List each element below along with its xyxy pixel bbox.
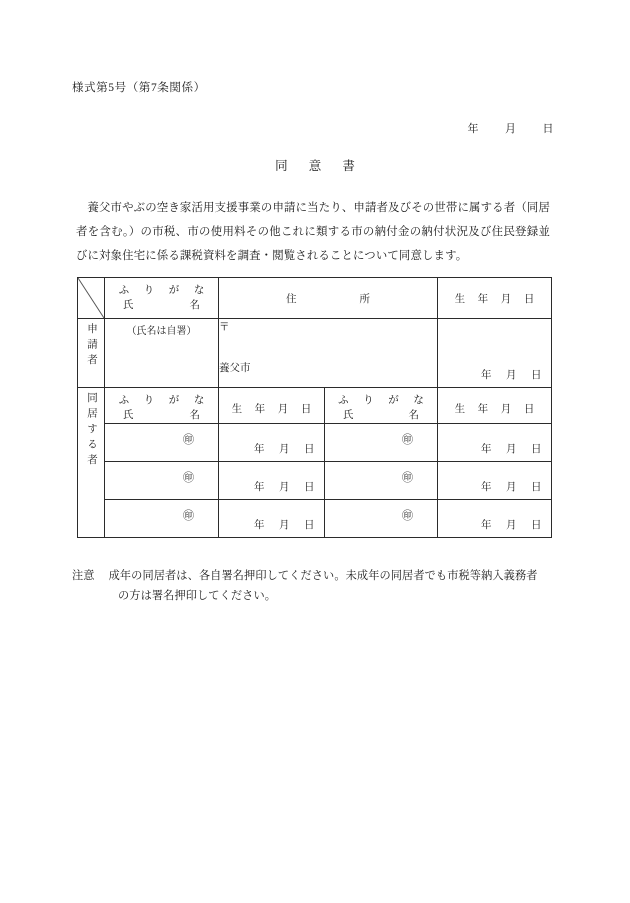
cohabitant-ymd-year: 年 xyxy=(254,482,265,493)
cohabitant-side-label: 同居する者 xyxy=(86,392,97,470)
header-name-cell xyxy=(105,278,219,319)
header-date-year: 年 xyxy=(467,123,479,135)
applicant-side-label-cell xyxy=(78,319,105,388)
cohabitant-furigana-label-1: ふ り が な xyxy=(118,395,211,406)
seal-icon: ㊞ xyxy=(183,472,194,484)
cohabitant-birthdate-ymd xyxy=(481,441,542,456)
header-birthdate-cell xyxy=(438,278,552,319)
cohabitant-birthdate-field[interactable] xyxy=(219,462,325,500)
cohabitant-birthdate-field[interactable] xyxy=(438,500,552,538)
applicant-city-prefill: 養父市 xyxy=(219,363,251,374)
cohabitant-birthdate-header-2 xyxy=(438,388,552,424)
seal-icon: ㊞ xyxy=(402,434,413,446)
cohabitant-birthdate-label-1: 生 年 月 日 xyxy=(231,404,317,415)
cohabitant-ymd-day: 日 xyxy=(304,444,315,455)
consent-table xyxy=(77,277,552,538)
cohabitant-row xyxy=(78,462,552,500)
cohabitant-ymd-day: 日 xyxy=(531,482,542,493)
cohabitant-name-field[interactable] xyxy=(105,462,219,500)
applicant-birthdate-ymd xyxy=(481,367,542,382)
cohabitant-birthdate-ymd xyxy=(254,479,315,494)
cohabitant-ymd-year: 年 xyxy=(254,444,265,455)
form-number: 様式第5号（第7条関係） xyxy=(72,82,206,94)
cohabitant-birthdate-ymd xyxy=(481,517,542,532)
applicant-name-field[interactable] xyxy=(105,319,219,388)
cohabitant-ymd-year: 年 xyxy=(481,444,492,455)
cohabitant-ymd-month: 月 xyxy=(279,482,290,493)
cohabitant-name-field[interactable] xyxy=(325,500,438,538)
seal-icon: ㊞ xyxy=(183,434,194,446)
applicant-self-sign-note: （氏名は自署） xyxy=(126,326,197,337)
seal-icon: ㊞ xyxy=(402,472,413,484)
diagonal-line-icon xyxy=(78,278,104,318)
applicant-ymd-day: 日 xyxy=(531,370,542,381)
cohabitant-birthdate-header-1 xyxy=(219,388,325,424)
applicant-row xyxy=(78,319,552,388)
applicant-ymd-month: 月 xyxy=(506,370,517,381)
header-date-month: 月 xyxy=(505,123,517,135)
cohabitant-birthdate-label-2: 生 年 月 日 xyxy=(454,404,540,415)
corner-diagonal-cell xyxy=(78,278,105,319)
header-name-label: 氏 名 xyxy=(123,300,200,311)
footnote-line-2: の方は署名押印してください。 xyxy=(118,590,277,602)
cohabitant-side-label-cell xyxy=(78,388,105,538)
footnote-line-1: 成年の同居者は、各自署名押印してください。未成年の同居者でも市税等納入義務者 xyxy=(108,570,538,582)
header-address-cell xyxy=(219,278,438,319)
seal-icon: ㊞ xyxy=(402,510,413,522)
cohabitant-row xyxy=(78,424,552,462)
header-furigana-label: ふ り が な xyxy=(118,285,211,296)
cohabitant-ymd-month: 月 xyxy=(506,444,517,455)
document-title: 同 意 書 xyxy=(275,159,364,173)
cohabitant-ymd-month: 月 xyxy=(506,482,517,493)
cohabitant-ymd-day: 日 xyxy=(531,444,542,455)
cohabitant-ymd-month: 月 xyxy=(506,520,517,531)
cohabitant-birthdate-ymd xyxy=(481,479,542,494)
header-address-label: 住 所 xyxy=(286,294,384,305)
cohabitant-birthdate-field[interactable] xyxy=(219,500,325,538)
cohabitant-name-label-2: 氏 名 xyxy=(343,410,419,421)
footnote xyxy=(72,566,558,606)
cohabitant-name-label-1: 氏 名 xyxy=(123,410,200,421)
cohabitant-name-header-1 xyxy=(105,388,219,424)
applicant-ymd-year: 年 xyxy=(481,370,492,381)
cohabitant-ymd-month: 月 xyxy=(279,520,290,531)
cohabitant-ymd-day: 日 xyxy=(304,520,315,531)
cohabitant-ymd-day: 日 xyxy=(304,482,315,493)
cohabitant-ymd-year: 年 xyxy=(254,520,265,531)
cohabitant-name-field[interactable] xyxy=(105,424,219,462)
cohabitant-ymd-month: 月 xyxy=(279,444,290,455)
cohabitant-name-field[interactable] xyxy=(325,424,438,462)
cohabitant-birthdate-field[interactable] xyxy=(219,424,325,462)
cohabitant-furigana-label-2: ふ り が な xyxy=(338,395,430,406)
postal-mark-icon: 〒 xyxy=(219,322,230,333)
cohabitant-ymd-year: 年 xyxy=(481,520,492,531)
applicant-birthdate-field[interactable] xyxy=(438,319,552,388)
cohabitant-ymd-day: 日 xyxy=(531,520,542,531)
cohabitant-name-field[interactable] xyxy=(105,500,219,538)
header-date-day: 日 xyxy=(542,123,554,135)
cohabitant-subheader-row xyxy=(78,388,552,424)
header-date-line xyxy=(468,120,555,136)
cohabitant-ymd-year: 年 xyxy=(481,482,492,493)
cohabitant-name-header-2 xyxy=(325,388,438,424)
seal-icon: ㊞ xyxy=(183,510,194,522)
cohabitant-birthdate-ymd xyxy=(254,441,315,456)
cohabitant-birthdate-field[interactable] xyxy=(438,462,552,500)
cohabitant-name-field[interactable] xyxy=(325,462,438,500)
footnote-label: 注意 xyxy=(72,570,95,582)
applicant-side-label: 申請者 xyxy=(86,323,97,370)
header-birthdate-label: 生 年 月 日 xyxy=(454,294,540,305)
cohabitant-row xyxy=(78,500,552,538)
applicant-address-field[interactable] xyxy=(219,319,438,388)
table-header-row xyxy=(78,278,552,319)
consent-table-wrapper xyxy=(77,277,551,538)
cohabitant-birthdate-ymd xyxy=(254,517,315,532)
cohabitant-birthdate-field[interactable] xyxy=(438,424,552,462)
consent-body-text: 養父市やぶの空き家活用支援事業の申請に当たり、申請者及びその世帯に属する者（同居者を含む。）の市税、市の使用料その他これに類する市の納付金の納付状況及び住民登録並びに対象住宅に係る課税資料を調査・閲覧されることについて同意します。 xyxy=(76,202,550,262)
